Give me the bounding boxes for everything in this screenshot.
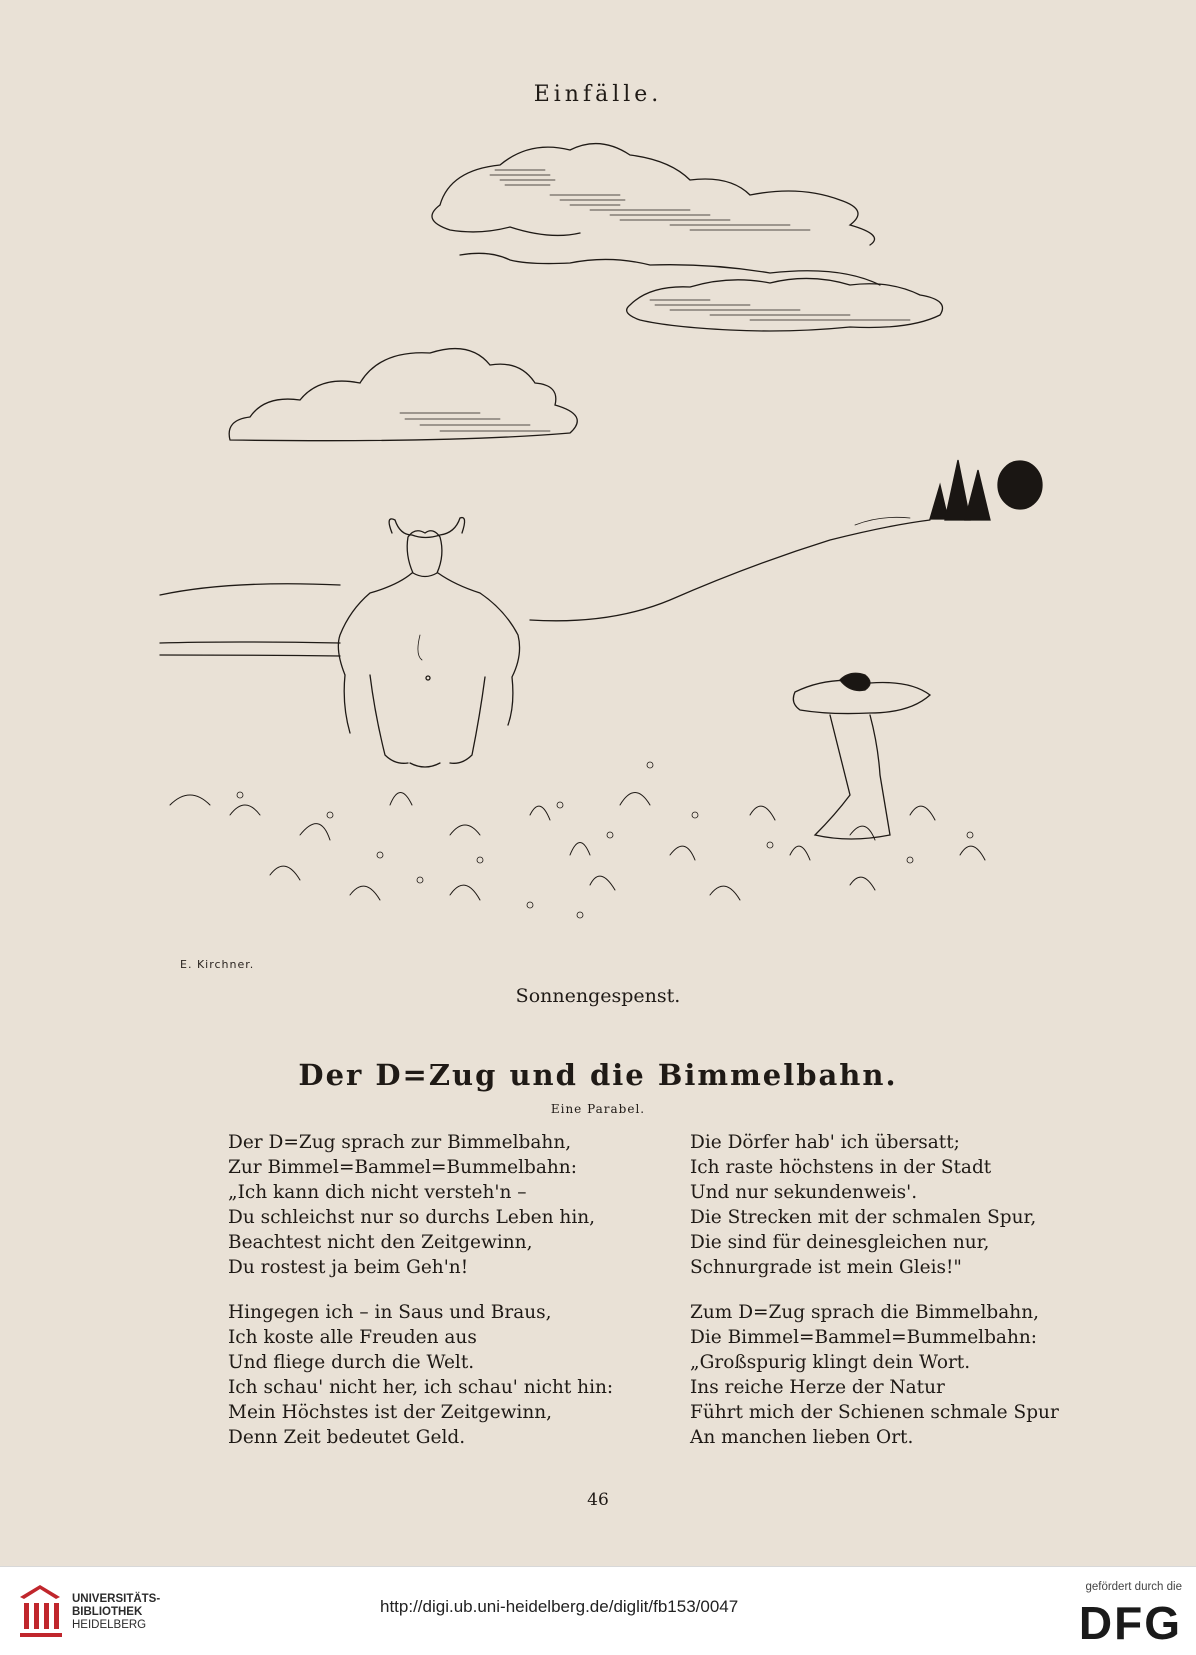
verse-line: Ich raste höchstens in der Stadt (690, 1157, 992, 1178)
library-name-line: HEIDELBERG (72, 1619, 147, 1631)
library-name (72, 1593, 160, 1632)
poem-subtitle: Eine Parabel. (550, 1102, 646, 1116)
verse-line: Die Dörfer hab' ich übersatt; (690, 1132, 960, 1153)
verse-line: „Großspurig klingt dein Wort. (690, 1352, 971, 1373)
verse-line: Denn Zeit bedeutet Geld. (228, 1427, 466, 1448)
sun-ghost-illustration (150, 115, 1050, 975)
verse-line: Die Bimmel=Bammel=Bummelbahn: (690, 1327, 1038, 1348)
verse-line: Du schleichst nur so durchs Leben hin, (228, 1207, 596, 1228)
stanza (228, 1130, 595, 1280)
stanza (690, 1300, 1059, 1450)
artist-signature: E. Kirchner. (180, 958, 255, 971)
verse-line: Ich schau' nicht her, ich schau' nicht hin: (228, 1377, 614, 1398)
stanza (690, 1130, 1036, 1280)
verse-line: Mein Höchstes ist der Zeitgewinn, (228, 1402, 553, 1423)
verse-line: Ich koste alle Freuden aus (228, 1327, 477, 1348)
verse-line: Und fliege durch die Welt. (228, 1352, 475, 1373)
permalink-url[interactable]: http://digi.ub.uni-heidelberg.de/diglit/fb153/0047 (380, 1597, 739, 1616)
verse-line: Du rostest ja beim Geh'n! (228, 1257, 469, 1278)
stanza (228, 1300, 613, 1450)
viewer-footer (0, 1566, 1196, 1655)
verse-line: Führt mich der Schienen schmale Spur (690, 1402, 1059, 1423)
library-logo-icon[interactable] (14, 1581, 66, 1641)
library-name-line: UNIVERSITÄTS- (72, 1593, 161, 1605)
verse-line: „Ich kann dich nicht versteh'n – (228, 1182, 527, 1203)
verse-line: Beachtest nicht den Zeitgewinn, (228, 1232, 533, 1253)
dfg-logo[interactable]: DFG (1078, 1597, 1182, 1649)
poem-title: Der D=Zug und die Bimmelbahn. (298, 1058, 898, 1092)
verse-line: Schnurgrade ist mein Gleis!" (690, 1257, 962, 1278)
page-number: 46 (587, 1490, 609, 1510)
illustration-caption: Sonnengespenst. (515, 985, 681, 1007)
verse-line: Zur Bimmel=Bammel=Bummelbahn: (228, 1157, 577, 1178)
verse-line: An manchen lieben Ort. (690, 1427, 914, 1448)
library-name-line: BIBLIOTHEK (72, 1606, 143, 1618)
running-title: Einfälle. (533, 82, 663, 107)
verse-line: Ins reiche Herze der Natur (690, 1377, 945, 1398)
verse-line: Die sind für deinesgleichen nur, (690, 1232, 990, 1253)
verse-line: Der D=Zug sprach zur Bimmelbahn, (228, 1132, 572, 1153)
verse-line: Zum D=Zug sprach die Bimmelbahn, (690, 1302, 1040, 1323)
verse-line: Hingegen ich – in Saus und Braus, (228, 1302, 552, 1323)
funded-by-label: gefördert durch die (1085, 1581, 1182, 1593)
verse-line: Und nur sekundenweis'. (690, 1182, 918, 1203)
verse-line: Die Strecken mit der schmalen Spur, (690, 1207, 1037, 1228)
